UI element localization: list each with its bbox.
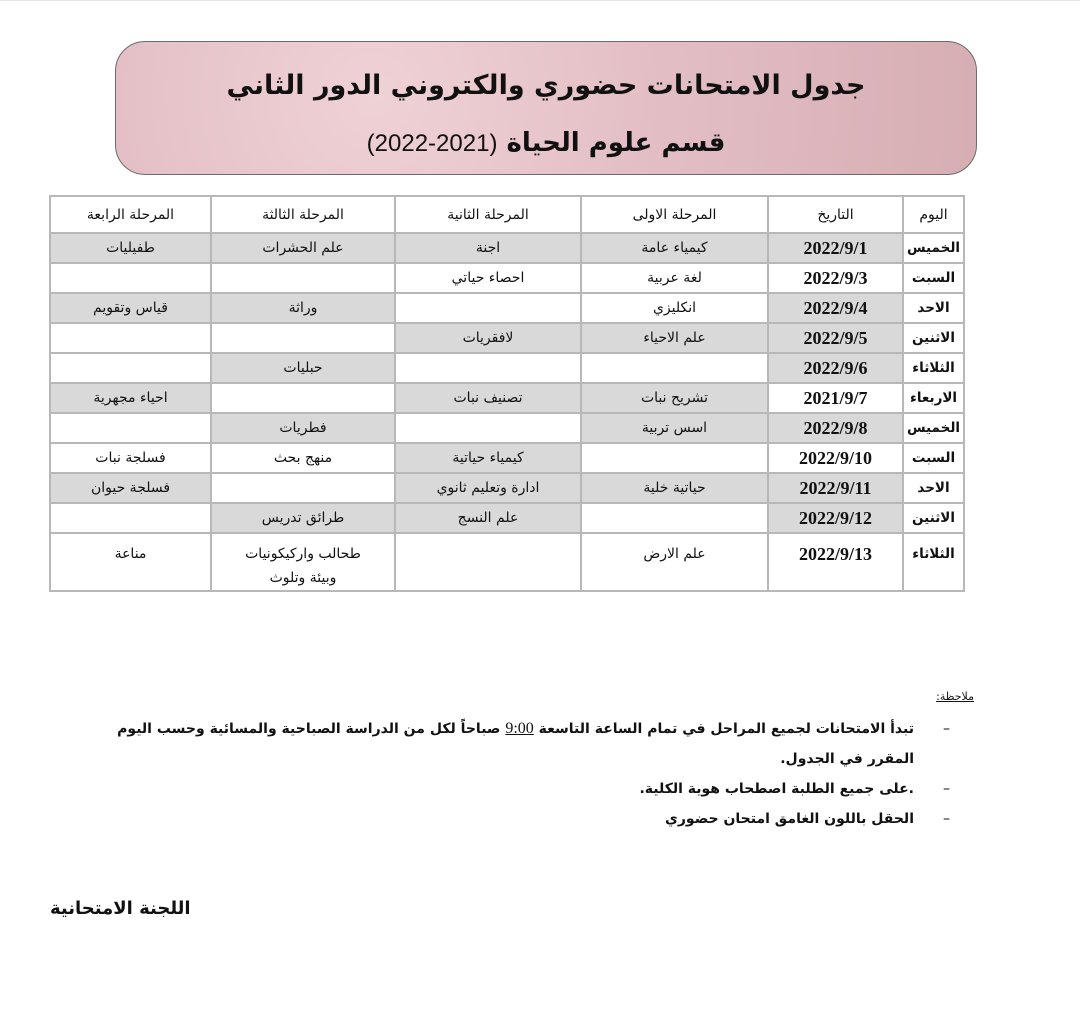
top-divider (0, 0, 1080, 1)
stage-2-cell: علم النسج (395, 503, 581, 533)
table-row (50, 323, 964, 353)
stage-2-cell: لافقريات (395, 323, 581, 353)
dash-bullet: – (943, 811, 950, 827)
note-text: المقرر في الجدول. (780, 751, 914, 767)
date-cell: 2022/9/13 (768, 533, 903, 591)
stage-4-cell (50, 323, 211, 353)
day-cell: الخميس (903, 413, 964, 443)
exam-schedule-table (49, 195, 965, 592)
date-cell: 2022/9/4 (768, 293, 903, 323)
date-cell: 2022/9/6 (768, 353, 903, 383)
stage-4-cell (50, 503, 211, 533)
stage-2-cell: كيمياء حياتية (395, 443, 581, 473)
stage-4-cell: فسلجة حيوان (50, 473, 211, 503)
stage-1-cell: لغة عربية (581, 263, 768, 293)
stage-2-cell (395, 293, 581, 323)
stage-4-cell: مناعة (50, 533, 211, 591)
table-row (50, 503, 964, 533)
note-text: صباحاً لكل من الدراسة الصباحية والمسائية وحسب اليوم (117, 721, 501, 737)
committee-signature: اللجنة الامتحانية (50, 898, 191, 919)
date-cell: 2022/9/8 (768, 413, 903, 443)
note-item (50, 774, 950, 804)
stage-2-cell: ادارة وتعليم ثانوي (395, 473, 581, 503)
stage-3-cell: وراثة (211, 293, 395, 323)
stage-2-cell: تصنيف نبات (395, 383, 581, 413)
page-title: جدول الامتحانات حضوري والكتروني الدور الثاني (226, 70, 866, 101)
stage-2-cell (395, 413, 581, 443)
header-stage-1: المرحلة الاولى (581, 196, 768, 233)
stage-3-cell: طرائق تدريس (211, 503, 395, 533)
notes-label: ملاحظة: (936, 690, 974, 703)
day-cell: السبت (903, 443, 964, 473)
header-stage-2: المرحلة الثانية (395, 196, 581, 233)
day-cell: الثلاثاء (903, 353, 964, 383)
table-row (50, 413, 964, 443)
stage-1-cell (581, 353, 768, 383)
stage-3-cell: علم الحشرات (211, 233, 395, 263)
stage-3-cell-line-2: وبيئة وتلوث (269, 570, 337, 586)
stage-2-cell: اجنة (395, 233, 581, 263)
stage-2-cell (395, 353, 581, 383)
title-banner (115, 41, 977, 175)
table-row (50, 383, 964, 413)
stage-4-cell: طفيليات (50, 233, 211, 263)
day-cell: الخميس (903, 233, 964, 263)
stage-1-cell: اسس تربية (581, 413, 768, 443)
stage-1-cell: انكليزي (581, 293, 768, 323)
table-row (50, 353, 964, 383)
stage-3-cell-line-1: طحالب واركيكونيات (245, 546, 361, 562)
stage-3-cell (211, 323, 395, 353)
header-date: التاريخ (768, 196, 903, 233)
table-row (50, 443, 964, 473)
stage-4-cell (50, 353, 211, 383)
table-row (50, 233, 964, 263)
date-cell: 2022/9/1 (768, 233, 903, 263)
dash-bullet: – (943, 781, 950, 797)
stage-3-cell (211, 473, 395, 503)
day-cell: الثلاثاء (903, 533, 964, 591)
day-cell: الاثنين (903, 503, 964, 533)
note-item (50, 804, 950, 834)
stage-1-cell: كيمياء عامة (581, 233, 768, 263)
date-cell: 2021/9/7 (768, 383, 903, 413)
stage-1-cell: علم الاحياء (581, 323, 768, 353)
stage-3-cell (211, 263, 395, 293)
date-cell: 2022/9/11 (768, 473, 903, 503)
stage-1-cell: علم الارض (581, 533, 768, 591)
header-stage-3: المرحلة الثالثة (211, 196, 395, 233)
note-text: الحقل باللون الغامق امتحان حضوري (665, 811, 914, 827)
notes-list (50, 714, 950, 834)
stage-2-cell (395, 533, 581, 591)
date-cell: 2022/9/5 (768, 323, 903, 353)
stage-3-cell: منهج بحث (211, 443, 395, 473)
dash-bullet: – (943, 721, 950, 737)
stage-4-cell (50, 413, 211, 443)
header-day: اليوم (903, 196, 964, 233)
exam-time: 9:00 (505, 720, 534, 737)
stage-1-cell: حياتية خلية (581, 473, 768, 503)
table-row (50, 533, 964, 591)
day-cell: الاربعاء (903, 383, 964, 413)
day-cell: الاحد (903, 293, 964, 323)
stage-1-cell: تشريح نبات (581, 383, 768, 413)
table-row (50, 263, 964, 293)
date-cell: 2022/9/12 (768, 503, 903, 533)
day-cell: الاحد (903, 473, 964, 503)
stage-1-cell (581, 443, 768, 473)
day-cell: الاثنين (903, 323, 964, 353)
page-subtitle (116, 128, 976, 158)
stage-2-cell: احصاء حياتي (395, 263, 581, 293)
department-name: قسم علوم الحياة (506, 128, 726, 158)
header-stage-4: المرحلة الرابعة (50, 196, 211, 233)
date-cell: 2022/9/10 (768, 443, 903, 473)
note-item (50, 714, 950, 774)
stage-4-cell: احياء مجهرية (50, 383, 211, 413)
stage-4-cell (50, 263, 211, 293)
date-cell: 2022/9/3 (768, 263, 903, 293)
stage-3-cell (211, 533, 395, 591)
table-header-row (50, 196, 964, 233)
table-row (50, 293, 964, 323)
note-text: .على جميع الطلبة اصطحاب هوية الكلية. (639, 781, 914, 797)
table-row (50, 473, 964, 503)
stage-1-cell (581, 503, 768, 533)
stage-4-cell: قياس وتقويم (50, 293, 211, 323)
stage-4-cell: فسلجة نبات (50, 443, 211, 473)
stage-3-cell (211, 383, 395, 413)
note-text: تبدأ الامتحانات لجميع المراحل في تمام الساعة التاسعة (538, 721, 914, 737)
stage-3-cell: حبليات (211, 353, 395, 383)
stage-3-cell: فطريات (211, 413, 395, 443)
day-cell: السبت (903, 263, 964, 293)
academic-year: (2021-2022) (366, 130, 498, 157)
